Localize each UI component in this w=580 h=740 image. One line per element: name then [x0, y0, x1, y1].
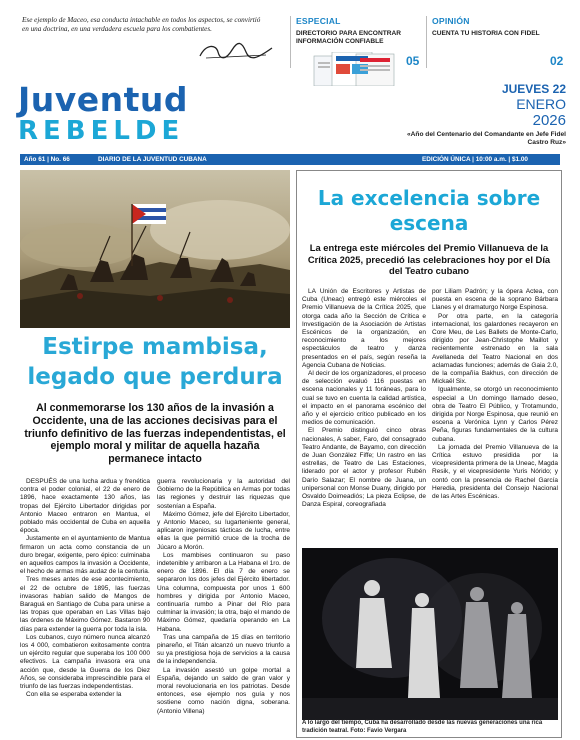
- logo-juventud: Juventud: [18, 80, 189, 119]
- opinion-title: OPINIÓN: [432, 16, 470, 26]
- especial-page-number: 05: [406, 54, 420, 68]
- paragraph: Los mambises continuaron su paso indetenible y arribaron a La Habana el 1ro. de enero de 1896. El día 7 de enero se separaron los dos jefes del Ejército libertador. Una columna, compuesta por unos 1 600 hombres y dirigida por Antonio Maceo, continuaría rumbo a Pinar del Río para culminar la invasión; la otra, bajo el mando de Máximo Gómez, quedaría operando en La Habana.: [157, 551, 290, 633]
- especial-title: ESPECIAL: [296, 16, 341, 26]
- paragraph: DESPUÉS de una lucha ardua y frenética contra el poder colonial, el 22 de enero de 1896, hace exactamente 130 años, las tropas del Ejército Libertador dirigidas por Antonio Maceo entraron en Mantua, el poblado más occidental de Cuba en aquella época.: [20, 478, 150, 535]
- paragraph: El Premio distinguió cinco obras nacionales, A saber, Faro, del consagrado Teatro Andante, de Bayamo, con dirección de Juan González Fiffe; Un rastro en las estrellas, de Teatro de Las Estaciones, liderado por el actor y profesor Rubén Darío Salazar; El nombre de Juana, un unipersonal con Monse Duany, dirigido por Osvaldo Doimeadiós; La pieza Eclipse, de Danza Espiral, coreografiada: [302, 427, 426, 509]
- issue-number: Año 61 | No. 66: [24, 156, 70, 163]
- date-month: ENERO: [516, 96, 566, 112]
- left-deck: Al conmemorarse los 130 años de la invasión a Occidente, una de las acciones decisivas para el triunfo definitivo de las fuerzas independentistas, el ejemplo moral y militar de aquella hazaña permanece intacto: [24, 402, 286, 466]
- battle-painting-image: [20, 170, 290, 328]
- paragraph: Al decir de los organizadores, el proceso de selección evaluó 116 puestas en escena nacionales y 11 foráneas, para lo cual se tuvo en cuenta la calidad artística, el impacto en el panorama escénico del año y el ejercicio crítico publicado en los medios de comunicación.: [302, 370, 426, 427]
- left-headline[interactable]: Estirpe mambisa, legado que perdura: [27, 334, 283, 390]
- paragraph: guerra revolucionaria y la autoridad del Gobierno de la República en Armas por todas las regiones y destruir las riquezas que sostenían a España.: [157, 478, 290, 510]
- paragraph: por Liliam Padrón; y la ópera Actea, con puesta en escena de la soprano Bárbara Llanes y el dramaturgo Norge Espinosa.: [432, 288, 558, 312]
- left-column-2: [157, 478, 290, 716]
- paragraph: La invasión asestó un golpe mortal a España, dejando un saldo de gran valor y moral revolucionaria en los patriotas. Desde entonces, ese ejemplo nos guía y nos sostiene como nación digna, soberana. (Antonio Villena): [157, 666, 290, 715]
- paper-subtitle: DIARIO DE LA JUVENTUD CUBANA: [98, 156, 207, 163]
- paragraph: Máximo Gómez, jefe del Ejército Libertador, y Antonio Maceo, su lugarteniente general, aplicaron ingeniosas tácticas de lucha, entre ellas la que permitió cruce de la trocha de Júcaro a Morón.: [157, 510, 290, 551]
- right-headline[interactable]: La excelencia sobre escena: [317, 186, 541, 235]
- paragraph: Tres meses antes de ese acontecimiento, el 22 de octubre de 1895, las fuerzas invasoras habían salido de Mangos de Baraguá en Santiago de Cuba para unirse a las tropas que operaban en Las Villas bajo las órdenes de Máximo Gómez. Bastaron 90 días para extender la guerra por toda la isla.: [20, 576, 150, 633]
- top-bar: [0, 0, 580, 80]
- especial-text: DIRECTORIO PARA ENCONTRAR INFORMACIÓN CONFIABLE: [296, 30, 402, 45]
- paragraph: Con ella se esperaba extender la: [26, 691, 122, 699]
- paragraph: Justamente en el ayuntamiento de Mantua firmaron un acta como constancia de un duro bregar, exigente, pero épico: culminaba en aquellos campos la invasión a Occidente, el hecho de armas más audaz de la centuria.: [20, 535, 150, 576]
- date-year: 2026: [532, 112, 566, 129]
- divider: [290, 16, 291, 68]
- paragraph: Por otra parte, en la categoría internacional, los galardones recayeron en Core Meu, de Les Ballets de Monte-Carlo, dirigido por Jean-Christophe Maillot y recientemente estrenado en la sala Avellaneda del Teatro Nacional en dos aclamadas funciones; además de Gaia 2.0, de la compañía Bakhus, con dirección de Mickaël Six.: [432, 312, 558, 386]
- logo-rebelde: REBELDE: [18, 116, 185, 146]
- paragraph: Igualmente, se otorgó un reconocimiento especial a Un domingo llamado deseo, obra de Teatro El Público, y Trotamundo, dirigida por Norge Espinosa, que reunió en escena a Verónica Lynn y Carlos Pérez Peña, figuras fundamentales de la cultura cubana.: [432, 386, 558, 443]
- left-column-1: [20, 478, 150, 699]
- signature-image: [196, 38, 276, 64]
- right-column-2: [432, 288, 558, 501]
- date-weekday: JUEVES 22: [501, 82, 566, 96]
- year-motto: «Año del Centenario del Comandante en Jefe Fidel Castro Ruz»: [406, 131, 566, 146]
- paragraph: Los cubanos, cuyo número nunca alcanzó los 4 000, combatieron exitosamente contra un ejército regular que superaba los 100 000 efectivos. La campaña invasora era una acción que, desde la Guerra de los Diez Años, se consideraba imprescindible para el triunfo de las fuerzas independentistas.: [20, 633, 150, 691]
- date-block: [396, 82, 566, 147]
- info-bar: [20, 154, 560, 165]
- right-column-1: [302, 288, 426, 509]
- divider: [426, 16, 427, 68]
- opinion-teaser[interactable]: [432, 16, 564, 68]
- paragraph: La jornada del Premio Villanueva de la Crítica estuvo presidida por la vicepresidenta primera de la Uneac, Magda Resik, y el vicepresidente Yuris Nórido; y contó con la presencia de Rachel García Heredia, presidenta del Consejo Nacional de las Artes Escénicas.: [432, 443, 558, 501]
- paragraph: LA Unión de Escritores y Artistas de Cuba (Uneac) entregó este miércoles el Premio Villanueva de la Crítica 2025, que otorga cada año la Sección de Crítica e Investigación de la Asociación de Artistas Escénicos de la organización, en reconocimiento a los mejores espectáculos de teatro y danza presentados en el país, según reseña la Agencia Cubana de Noticias.: [302, 288, 426, 369]
- opinion-text: CUENTA TU HISTORIA CON FIDEL: [432, 30, 540, 37]
- maceo-quote: Ese ejemplo de Maceo, esa conducta intachable en todos los aspectos, se convirtió en una doctrina, en una verdadera escuela para los combatientes.: [22, 16, 261, 33]
- especial-teaser[interactable]: [296, 16, 426, 68]
- paragraph: Tras una campaña de 15 días en territorio pinareño, el Titán alcanzó un nuevo triunfo a su ya prestigiosa hoja de servicios a la causa de la independencia.: [157, 633, 290, 666]
- opinion-page-number: 02: [550, 54, 564, 68]
- masthead: [0, 76, 580, 156]
- theater-photo-image: [302, 548, 558, 720]
- edition-info: EDICIÓN ÚNICA | 10:00 a.m. | $1.00: [422, 156, 528, 163]
- photo-caption: A lo largo del tiempo, Cuba ha desarrollado desde las nuevas generaciones una rica tradición teatral. Foto: Favio Vergara: [302, 720, 543, 734]
- right-deck: La entrega este miércoles del Premio Villanueva de la Crítica 2025, precedió las celebraciones hoy por el Día del Teatro cubano: [307, 242, 551, 277]
